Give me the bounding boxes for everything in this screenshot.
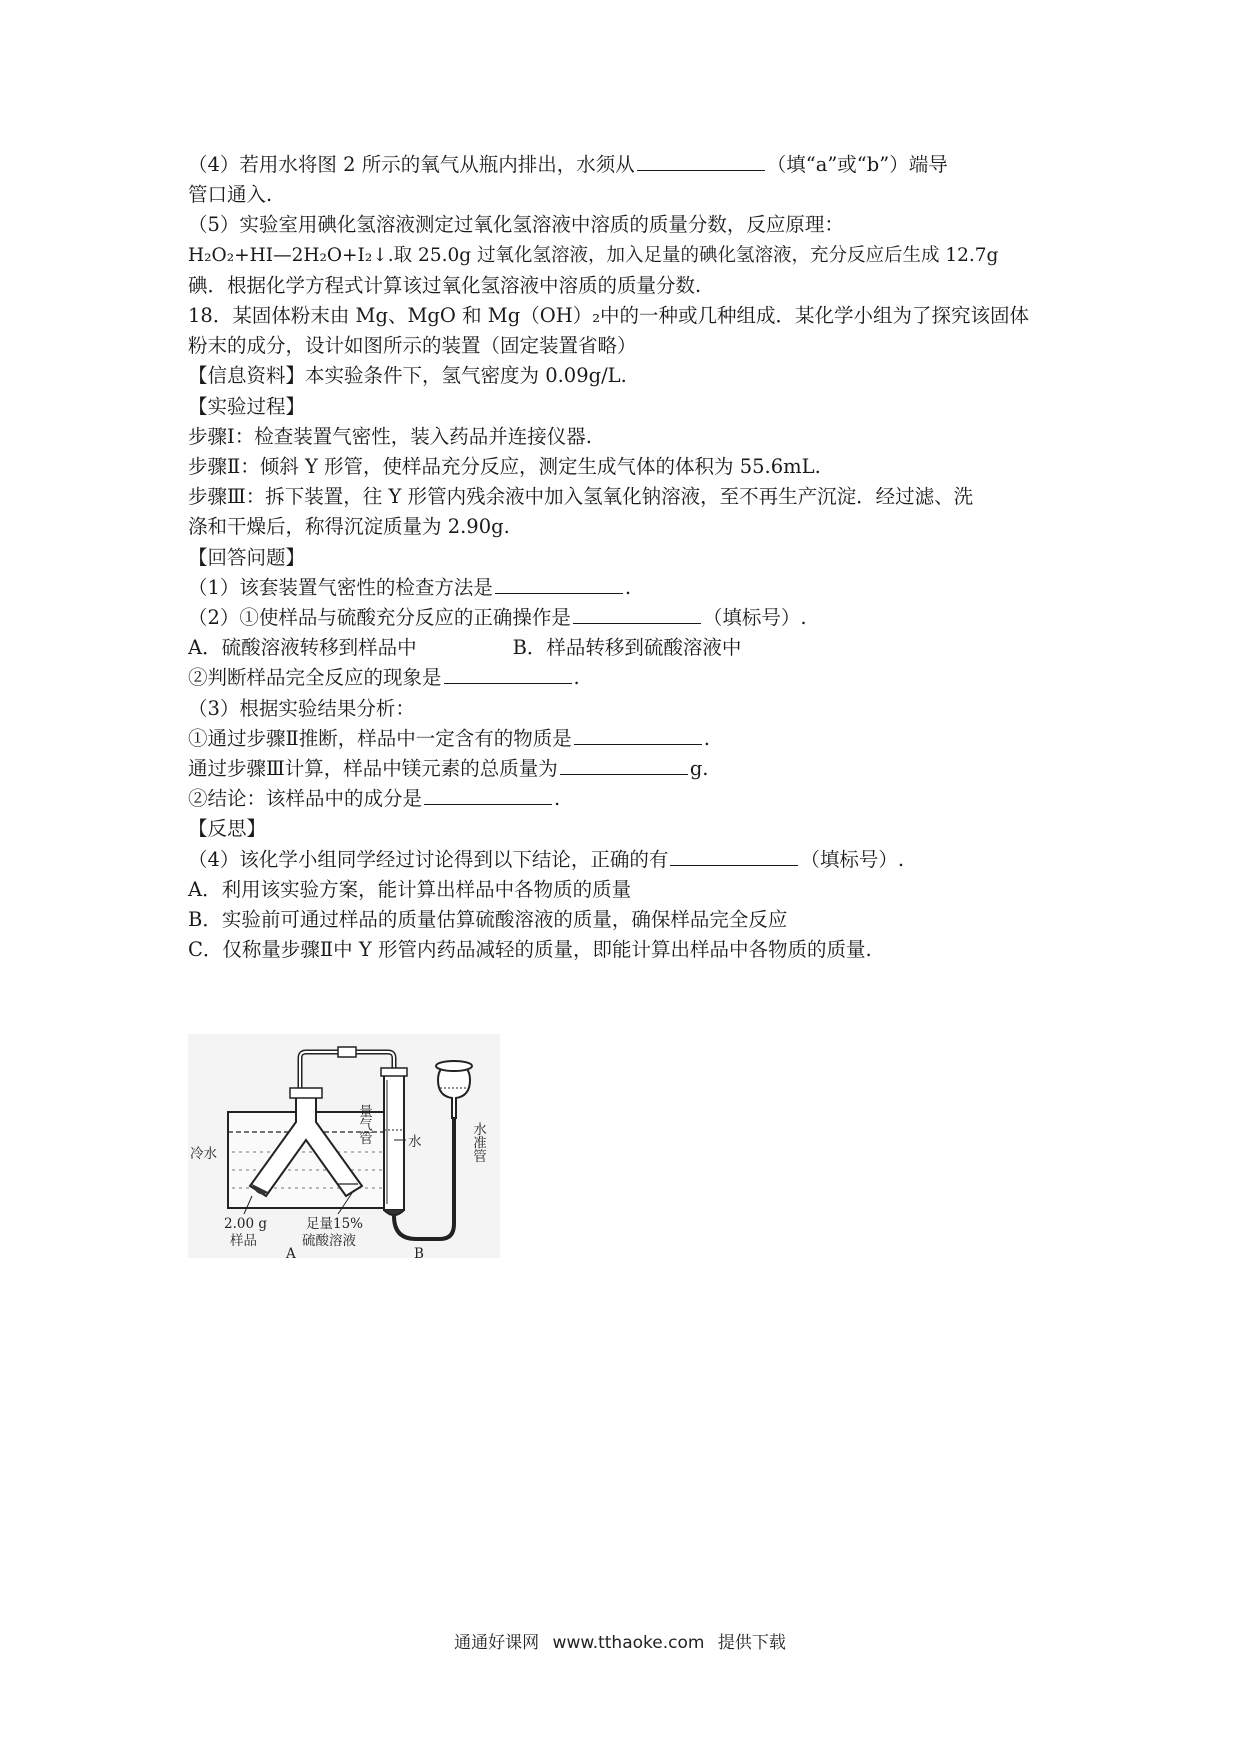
- q17-part5-equation: H₂O₂+HI—2H₂O+I₂↓.取 25.0g 过氧化氢溶液，加入足量的碘化氢溶液，充分反应后生成 12.7g: [188, 244, 999, 266]
- q18-part1-end: .: [624, 575, 632, 599]
- q18-info: 【信息资料】本实验条件下，氢气密度为 0.09g/L.: [188, 364, 627, 388]
- label-sample-mass: 2.00 g: [224, 1216, 267, 1232]
- q18-part4-option-c: C．仅称量步骤Ⅱ中 Y 形管内药品减轻的质量，即能计算出样品中各物质的质量.: [188, 938, 872, 962]
- q18-part4-end: （填标号）.: [800, 847, 905, 871]
- q17-part4-line1: [188, 150, 1060, 180]
- option-b: B．样品转移到硫酸溶液中: [512, 636, 742, 660]
- label-acid-concentration: 足量15%: [306, 1216, 364, 1232]
- label-cold-water: 冷水: [190, 1146, 217, 1162]
- apparatus-figure: [188, 1034, 500, 1258]
- q18-part3c-end: .: [554, 787, 561, 811]
- label-leveling-tube: 水准管: [470, 1122, 486, 1163]
- answer-blank[interactable]: [495, 573, 623, 594]
- q18-part4-option-a: A．利用该实验方案，能计算出样品中各物质的质量: [188, 877, 632, 901]
- label-apparatus-b: B: [414, 1246, 424, 1258]
- q17-part4-hint: （填“a”或“b”）端导: [766, 153, 948, 176]
- q18-part1-text: （1）该套装置气密性的检查方法是: [188, 575, 493, 599]
- q18-step3-line2: 涤和干燥后，称得沉淀质量为 2.90g.: [188, 515, 510, 539]
- q18-step3-line1: 步骤Ⅲ：拆下装置，往 Y 形管内残余液中加入氢氧化钠溶液，至不再生产沉淀．经过滤、洗: [188, 485, 974, 509]
- option-a: A．硫酸溶液转移到样品中: [188, 636, 417, 660]
- q18-stem-line1: 18．某固体粉末由 Mg、MgO 和 Mg（OH）₂中的一种或几种组成．某化学小组为了探究该固体: [188, 304, 1030, 328]
- answer-blank[interactable]: [424, 784, 552, 805]
- q18-part3b: [188, 754, 1060, 784]
- label-acid: 硫酸溶液: [302, 1233, 356, 1249]
- q18-part3a: [188, 724, 1060, 754]
- answer-blank[interactable]: [574, 724, 702, 745]
- q18-part3b-end: g.: [689, 757, 709, 781]
- q18-process-heading: 【实验过程】: [188, 394, 306, 418]
- q18-part3c: [188, 784, 1060, 814]
- q18-part3a-end: .: [703, 726, 710, 750]
- q18-part2-text: （2）①使样品与硫酸充分反应的正确操作是: [188, 606, 571, 630]
- q18-part3b-text: 通过步骤Ⅲ计算，样品中镁元素的总质量为: [188, 757, 558, 781]
- q18-reflect-heading: 【反思】: [188, 817, 267, 841]
- q18-stem-line2: 粉末的成分，设计如图所示的装置（固定装置省略）: [188, 334, 637, 358]
- answer-blank[interactable]: [573, 603, 701, 624]
- q18-part3: （3）根据实验结果分析：: [188, 696, 415, 720]
- q18-part1: [188, 573, 1060, 603]
- label-sample: 样品: [230, 1233, 257, 1249]
- label-water: 水: [408, 1134, 422, 1150]
- q17-part5-line1: （5）实验室用碘化氢溶液测定过氧化氢溶液中溶质的质量分数，反应原理：: [188, 213, 844, 237]
- q18-part4-option-b: B．实验前可通过样品的质量估算硫酸溶液的质量，确保样品完全反应: [188, 908, 788, 932]
- q18-part2: [188, 603, 1060, 633]
- q18-part4-text: （4）该化学小组同学经过讨论得到以下结论，正确的有: [188, 847, 669, 871]
- q18-part2b: [188, 663, 1060, 693]
- answer-blank[interactable]: [444, 663, 572, 684]
- q18-part2-options: [188, 633, 1060, 663]
- gas-measuring-tube: [381, 1068, 407, 1215]
- footer-url[interactable]: www.tthaoke.com: [552, 1633, 705, 1653]
- q18-part4: [188, 845, 1060, 875]
- answer-blank[interactable]: [560, 754, 688, 775]
- label-apparatus-a: A: [286, 1246, 296, 1258]
- q18-part3c-text: ②结论：该样品中的成分是: [188, 787, 423, 811]
- q18-part2b-text: ②判断样品完全反应的现象是: [188, 666, 442, 690]
- q18-step1: 步骤Ⅰ：检查装置气密性，装入药品并连接仪器.: [188, 424, 592, 448]
- q18-part3a-text: ①通过步骤Ⅱ推断，样品中一定含有的物质是: [188, 726, 572, 750]
- answer-blank[interactable]: [637, 150, 765, 171]
- document-body: [188, 150, 1060, 965]
- page-footer: [0, 1628, 1240, 1653]
- q18-step2: 步骤Ⅱ：倾斜 Y 形管，使样品充分反应，测定生成气体的体积为 55.6mL.: [188, 455, 821, 479]
- q18-part2-end: （填标号）.: [702, 606, 807, 630]
- q18-part2b-end: .: [573, 666, 580, 690]
- footer-suffix: 提供下载: [717, 1633, 786, 1653]
- answer-blank[interactable]: [670, 845, 798, 866]
- q17-part4-text: （4）若用水将图 2 所示的氧气从瓶内排出，水须从: [188, 153, 635, 176]
- q17-part4-line2: 管口通入.: [188, 183, 273, 207]
- q18-answer-heading: 【回答问题】: [188, 545, 306, 569]
- q17-part5-line3: 碘．根据化学方程式计算该过氧化氢溶液中溶质的质量分数.: [188, 273, 702, 297]
- footer-site-name: 通通好课网: [454, 1633, 540, 1653]
- label-gas-measuring-tube: 量气管: [356, 1104, 372, 1145]
